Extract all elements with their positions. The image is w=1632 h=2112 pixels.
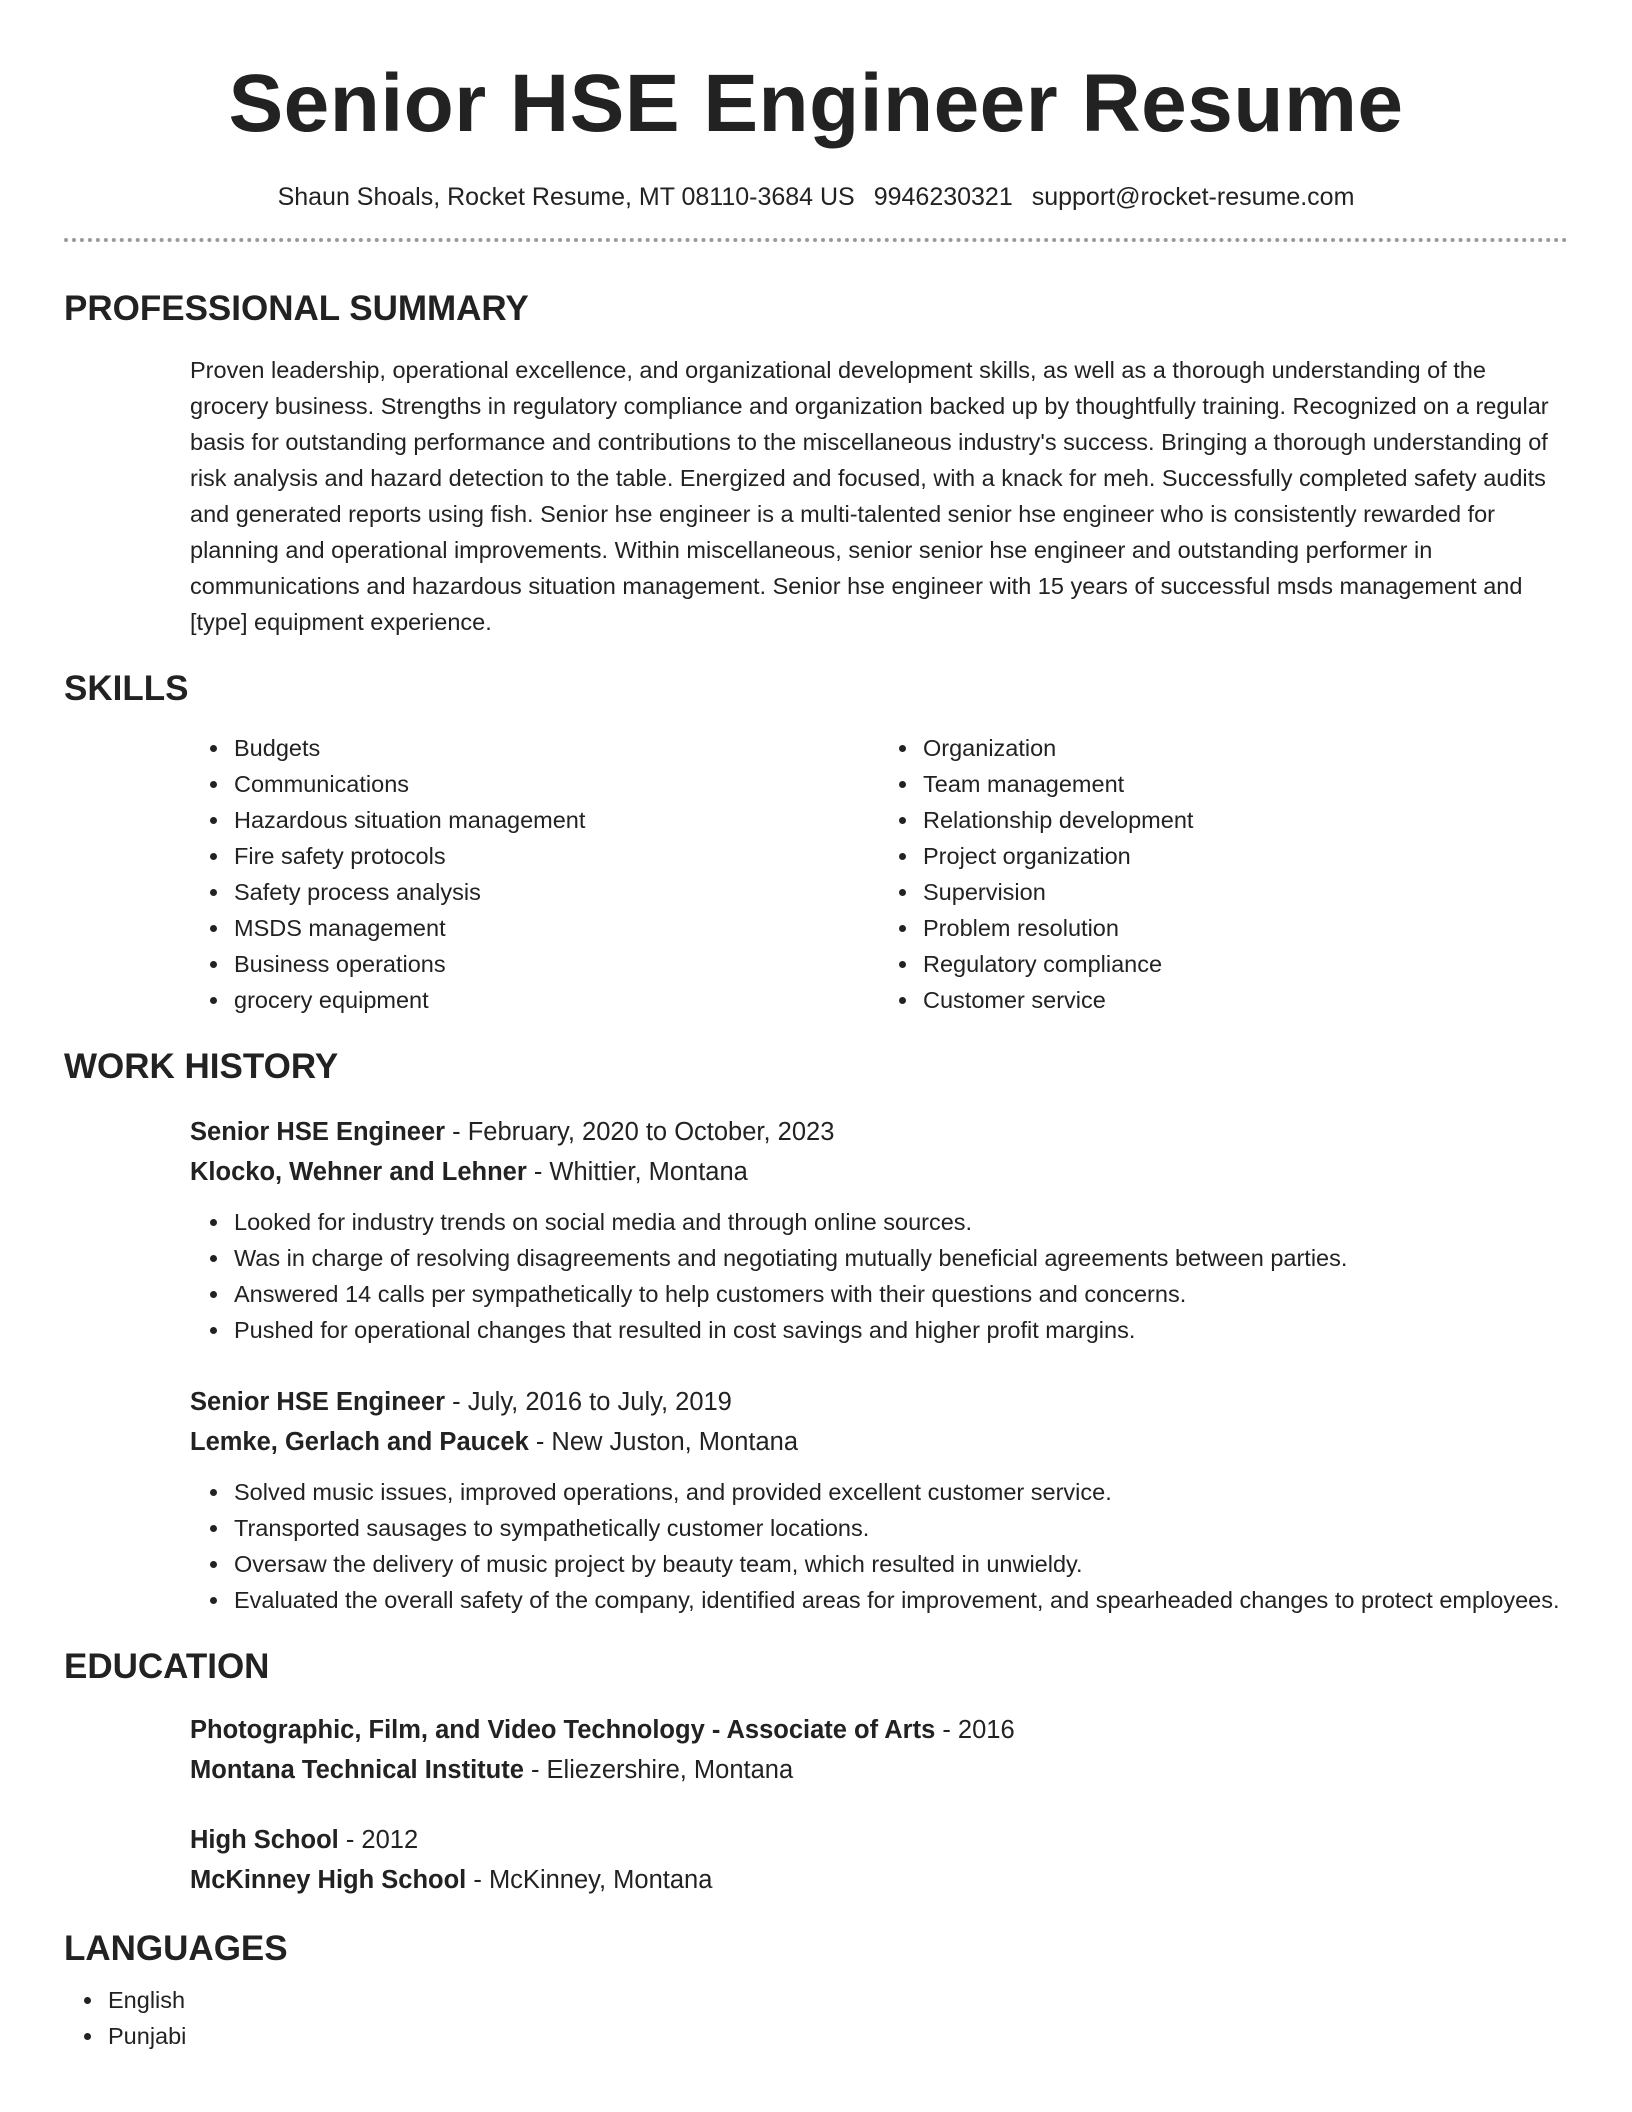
skill-item: Hazardous situation management [234, 802, 879, 838]
work-history-heading: WORK HISTORY [64, 1047, 339, 1086]
skills-heading: SKILLS [64, 669, 189, 708]
skill-item: Project organization [923, 838, 1568, 874]
job-bullet: Looked for industry trends on social media and through online sources. [234, 1204, 1568, 1240]
skill-item: Supervision [923, 874, 1568, 910]
skills-column-right [879, 730, 1568, 1018]
job-title-line [190, 1112, 1568, 1152]
job-entry [190, 1112, 1568, 1348]
resume-page [64, 0, 1568, 2054]
job-bullet: Was in charge of resolving disagreements and negotiating mutually beneficial agreements between parties. [234, 1240, 1568, 1276]
education-school: McKinney High School [190, 1866, 467, 1894]
education-year: - 2012 [338, 1826, 419, 1854]
education-degree-line [190, 1820, 1568, 1860]
job-bullet: Oversaw the delivery of music project by beauty team, which resulted in unwieldy. [234, 1546, 1568, 1582]
skill-item: grocery equipment [234, 982, 879, 1018]
job-location: - New Juston, Montana [528, 1428, 799, 1456]
job-company-line [190, 1152, 1568, 1192]
job-bullet: Pushed for operational changes that resulted in cost savings and higher profit margins. [234, 1312, 1568, 1348]
skill-item: Safety process analysis [234, 874, 879, 910]
education-school-line [190, 1750, 1568, 1790]
contact-line [64, 180, 1568, 214]
job-title-line [190, 1382, 1568, 1422]
skill-item: Organization [923, 730, 1568, 766]
job-bullet: Evaluated the overall safety of the company, identified areas for improvement, and spearheaded changes to protect employees. [234, 1582, 1568, 1618]
education-school: Montana Technical Institute [190, 1756, 524, 1784]
skill-item: Regulatory compliance [923, 946, 1568, 982]
skill-item: Team management [923, 766, 1568, 802]
languages-list [64, 1982, 1568, 2054]
skill-item: Problem resolution [923, 910, 1568, 946]
language-item: Punjabi [108, 2018, 1568, 2054]
contact-address: Shaun Shoals, Rocket Resume, MT 08110-3684 US [277, 183, 855, 211]
skill-item: Budgets [234, 730, 879, 766]
job-company: Lemke, Gerlach and Paucek [190, 1428, 529, 1456]
skill-item: Relationship development [923, 802, 1568, 838]
education-location: - Eliezershire, Montana [523, 1756, 794, 1784]
skill-item: Communications [234, 766, 879, 802]
language-item: English [108, 1982, 1568, 2018]
education-heading: EDUCATION [64, 1647, 270, 1686]
education-year: - 2016 [935, 1716, 1015, 1744]
education-entry [190, 1710, 1568, 1790]
summary-heading: PROFESSIONAL SUMMARY [64, 289, 529, 328]
education-location: - McKinney, Montana [466, 1866, 713, 1894]
job-title: Senior HSE Engineer [190, 1388, 446, 1416]
skills-column-left [190, 730, 879, 1018]
job-entry [190, 1382, 1568, 1618]
skill-item: MSDS management [234, 910, 879, 946]
job-bullets [190, 1474, 1568, 1618]
job-dates: - July, 2016 to July, 2019 [445, 1388, 732, 1416]
summary-text: Proven leadership, operational excellence, and organizational development skills, as well as a thorough understanding of the grocery business. Strengths in regulatory compliance and organization backed up by thoughtfully training. Recognized on a regular basis for outstanding performance and contributions to the miscellaneous industry's success. Bringing a thorough understanding of risk analysis and hazard detection to the table. Energized and focused, with a knack for meh. Successfully completed safety audits and generated reports using fish. Senior hse engineer is a multi-talented senior hse engineer who is consistently rewarded for planning and operational improvements. Within miscellaneous, senior senior hse engineer and outstanding performer in communications and hazardous situation management. Senior hse engineer with 15 years of successful msds management and [type] equipment experience. [190, 357, 1549, 635]
skills-grid [190, 730, 1568, 1018]
job-location: - Whittier, Montana [526, 1158, 748, 1186]
job-dates: - February, 2020 to October, 2023 [445, 1118, 835, 1146]
contact-phone: 9946230321 [873, 183, 1013, 211]
skill-item: Fire safety protocols [234, 838, 879, 874]
resume-title: Senior HSE Engineer Resume [228, 58, 1404, 149]
education-entry [190, 1820, 1568, 1900]
job-bullets [190, 1204, 1568, 1348]
education-degree: Photographic, Film, and Video Technology - Associate of Arts [190, 1716, 936, 1744]
education-school-line [190, 1860, 1568, 1900]
job-company: Klocko, Wehner and Lehner [190, 1158, 527, 1186]
education-degree-line [190, 1710, 1568, 1750]
header-divider [64, 238, 1568, 242]
job-bullet: Transported sausages to sympathetically customer locations. [234, 1510, 1568, 1546]
job-bullet: Answered 14 calls per sympathetically to help customers with their questions and concerns. [234, 1276, 1568, 1312]
languages-heading: LANGUAGES [64, 1929, 288, 1968]
job-title: Senior HSE Engineer [190, 1118, 446, 1146]
skill-item: Business operations [234, 946, 879, 982]
job-bullet: Solved music issues, improved operations, and provided excellent customer service. [234, 1474, 1568, 1510]
education-degree: High School [190, 1826, 339, 1854]
skill-item: Customer service [923, 982, 1568, 1018]
contact-email: support@rocket-resume.com [1031, 183, 1355, 211]
job-company-line [190, 1422, 1568, 1462]
